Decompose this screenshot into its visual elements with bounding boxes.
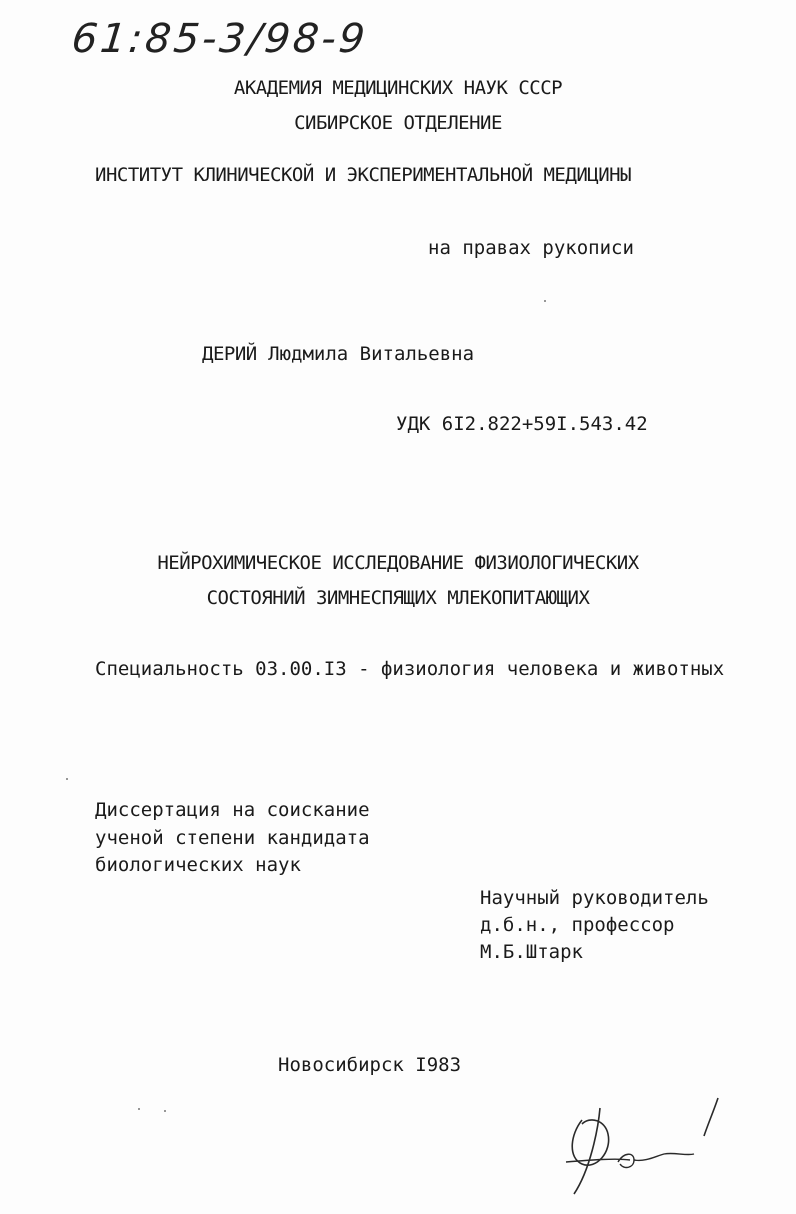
title-line-1: НЕЙРОХИМИЧЕСКОЕ ИССЛЕДОВАНИЕ ФИЗИОЛОГИЧЕСКИХ <box>157 552 639 574</box>
specialty: Специальность 03.00.I3 - физиология человека и животных <box>95 658 725 680</box>
dissertation-line-1: Диссертация на соискание <box>95 799 370 821</box>
scan-speck <box>66 778 68 780</box>
academy-name: АКАДЕМИЯ МЕДИЦИНСКИХ НАУК СССР <box>233 77 563 99</box>
title-line-2: СОСТОЯНИЙ ЗИМНЕСПЯЩИХ МЛЕКОПИТАЮЩИХ <box>206 587 590 609</box>
scan-speck <box>164 1110 166 1112</box>
author-surname: ДЕРИЙ <box>202 343 257 365</box>
branch-name: СИБИРСКОЕ ОТДЕЛЕНИЕ <box>294 112 502 134</box>
scan-speck <box>544 300 546 302</box>
author-name <box>202 342 474 366</box>
archive-number: 61:85-3/98-9 <box>69 16 370 62</box>
place-year: Новосибирск I983 <box>278 1054 462 1076</box>
dissertation-line-2: ученой степени кандидата <box>95 827 370 849</box>
supervisor-line-1: Научный руководитель <box>480 887 709 909</box>
institute-name: ИНСТИТУТ КЛИНИЧЕСКОЙ И ЭКСПЕРИМЕНТАЛЬНОЙ МЕДИЦИНЫ <box>95 164 632 186</box>
dissertation-line-3: биологических наук <box>95 854 301 876</box>
udc-code: УДК 6I2.822+59I.543.42 <box>396 413 648 435</box>
supervisor-line-2: д.б.н., профессор <box>480 914 675 936</box>
supervisor-line-3: М.Б.Штарк <box>480 941 583 963</box>
signature <box>560 1090 730 1200</box>
manuscript-note: на правах рукописи <box>428 237 634 259</box>
author-given-names: Людмила Витальевна <box>268 343 475 365</box>
scan-speck <box>138 1108 140 1110</box>
